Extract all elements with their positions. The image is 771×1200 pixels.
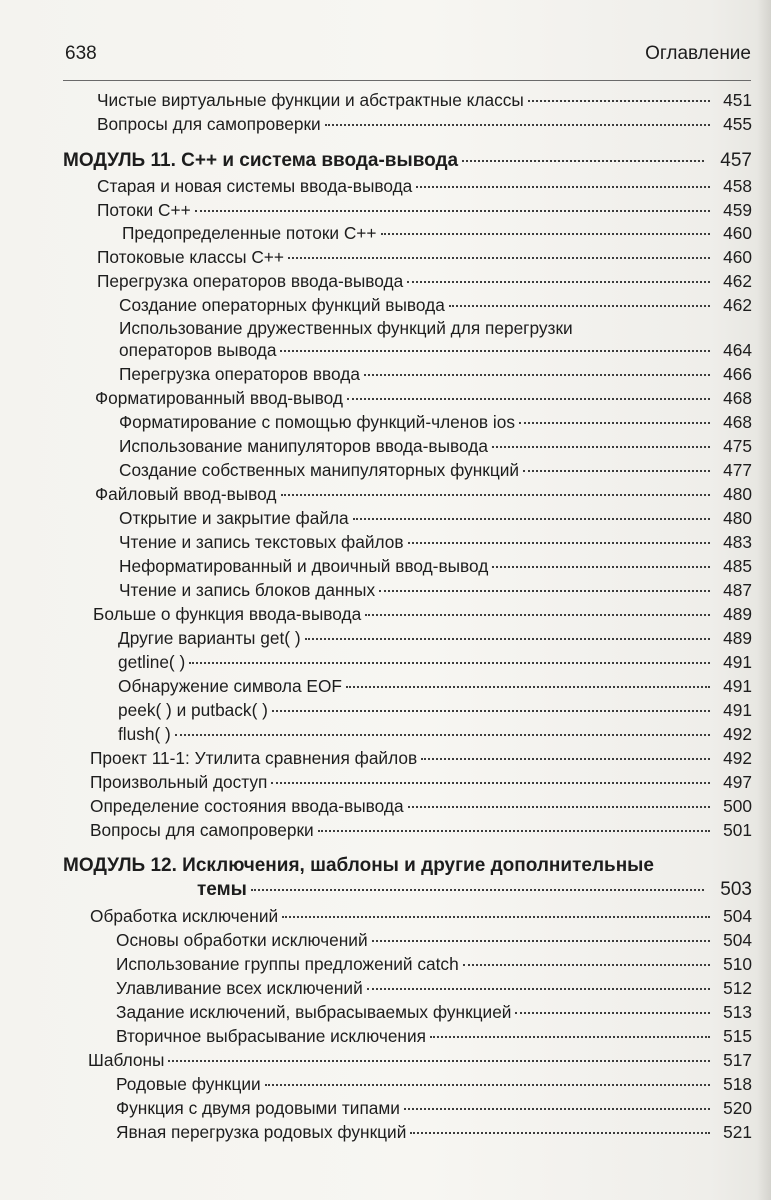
toc-entry-title: темы	[197, 879, 247, 900]
dot-leader	[195, 210, 710, 212]
dot-leader	[175, 734, 710, 736]
dot-leader	[379, 590, 710, 592]
dot-leader	[528, 100, 710, 102]
toc-entry	[118, 699, 752, 721]
dot-leader	[449, 305, 710, 307]
toc-entry-title: Шаблоны	[88, 1050, 165, 1070]
toc-entry	[118, 723, 752, 745]
dot-leader	[288, 257, 710, 259]
toc-entry-page: 491	[723, 676, 752, 696]
toc-entry	[119, 507, 752, 529]
toc-entry	[116, 977, 752, 999]
toc-entry-title: Обработка исключений	[90, 906, 279, 926]
toc-entry-page: 451	[723, 90, 752, 110]
toc-entry-title: операторов вывода	[119, 340, 277, 360]
toc-entry-title: Перегрузка операторов ввода	[119, 364, 360, 384]
toc-entry-page: 510	[723, 954, 752, 974]
toc-entry-page: 462	[723, 295, 752, 315]
toc-entry	[95, 483, 752, 505]
toc-entry-title: Функция с двумя родовыми типами	[116, 1098, 400, 1118]
page-number: 638	[65, 43, 97, 64]
toc-entry	[116, 1001, 752, 1023]
toc-entry-title: peek( ) и putback( )	[118, 700, 268, 720]
toc-entry	[88, 1049, 752, 1071]
toc-entry-title: Открытие и закрытие файла	[119, 508, 349, 528]
toc-entry-title: Обнаружение символа EOF	[118, 676, 342, 696]
toc-entry	[97, 246, 752, 268]
toc-entry-page: 491	[723, 700, 752, 720]
toc-entry	[119, 339, 752, 361]
toc-entry-title: getline( )	[118, 652, 186, 672]
toc-entry-title: Вторичное выбрасывание исключения	[116, 1026, 426, 1046]
toc-module-heading-line1: МОДУЛЬ 12. Исключения, шаблоны и другие дополнительные	[63, 855, 654, 876]
toc-entry-title: Создание операторных функций вывода	[119, 295, 445, 315]
toc-entry	[93, 603, 752, 625]
toc-entry-page: 520	[723, 1098, 752, 1118]
toc-entry-title: МОДУЛЬ 11. С++ и система ввода-вывода	[63, 150, 459, 171]
toc-entry	[116, 1121, 752, 1143]
dot-leader	[492, 566, 710, 568]
dot-leader	[346, 686, 710, 688]
dot-leader	[168, 1060, 710, 1062]
toc-entry	[119, 579, 752, 601]
dot-leader	[408, 806, 710, 808]
toc-entry-page: 462	[723, 271, 752, 291]
toc-entry-page: 518	[723, 1074, 752, 1094]
toc-entry	[90, 905, 752, 927]
dot-leader	[325, 124, 710, 126]
toc-entry-page: 492	[723, 748, 752, 768]
toc-entry-title: Явная перегрузка родовых функций	[116, 1122, 407, 1142]
dot-leader	[492, 446, 710, 448]
toc-entry	[97, 175, 752, 197]
dot-leader	[189, 662, 710, 664]
dot-leader	[265, 1084, 710, 1086]
toc-entry-page: 487	[723, 580, 752, 600]
dot-leader	[407, 281, 710, 283]
toc-entry	[97, 89, 752, 111]
toc-entry-page: 512	[723, 978, 752, 998]
dot-leader	[462, 160, 704, 162]
toc-entry-page: 480	[723, 508, 752, 528]
dot-leader	[365, 614, 710, 616]
toc-entry-title: flush( )	[118, 724, 171, 744]
toc-entry	[90, 819, 752, 841]
toc-entry-page: 492	[723, 724, 752, 744]
toc-entry	[97, 113, 752, 135]
toc-module-heading	[197, 879, 752, 901]
toc-entry-title: Файловый ввод-вывод	[95, 484, 277, 504]
dot-leader	[381, 233, 711, 235]
toc-entry	[122, 222, 752, 244]
toc-entry	[97, 199, 752, 221]
toc-entry-title: Задание исключений, выбрасываемых функцией	[116, 1002, 512, 1022]
page-edge-shadow	[757, 0, 771, 1200]
toc-entry-title: Вопросы для самопроверки	[97, 114, 321, 134]
toc-entry	[119, 459, 752, 481]
toc-entry-title: Вопросы для самопроверки	[90, 820, 314, 840]
dot-leader	[515, 1012, 710, 1014]
toc-entry-page: 504	[723, 906, 752, 926]
dot-leader	[416, 186, 710, 188]
toc-entry	[90, 747, 752, 769]
toc-entry-title: Форматированный ввод-вывод	[95, 388, 343, 408]
dot-leader	[280, 350, 710, 352]
toc-entry-title: Перегрузка операторов ввода-вывода	[97, 271, 404, 291]
running-title: Оглавление	[645, 43, 751, 64]
toc-entry	[90, 771, 752, 793]
toc-entry-title: Произвольный доступ	[90, 772, 268, 792]
dot-leader	[519, 422, 710, 424]
dot-leader	[372, 940, 710, 942]
toc-entry-title: Потоковые классы С++	[97, 247, 284, 267]
page-header	[63, 40, 751, 81]
toc-entry-page: 477	[723, 460, 752, 480]
toc-entry-title: Улавливание всех исключений	[116, 978, 363, 998]
dot-leader	[251, 889, 704, 891]
dot-leader	[408, 542, 710, 544]
toc-entry-page: 466	[723, 364, 752, 384]
toc-entry-page: 491	[723, 652, 752, 672]
toc-entry	[118, 651, 752, 673]
toc-entry-page: 483	[723, 532, 752, 552]
toc-entry-page: 489	[723, 628, 752, 648]
toc-entry-title: Использование группы предложений catch	[116, 954, 459, 974]
toc-entry-page: 501	[723, 820, 752, 840]
toc-entry	[116, 953, 752, 975]
dot-leader	[404, 1108, 710, 1110]
toc-entry-page: 468	[723, 388, 752, 408]
toc-entry	[119, 435, 752, 457]
toc-entry	[116, 1097, 752, 1119]
toc-entry-page: 521	[723, 1122, 752, 1142]
toc-entry-title: Определение состояния ввода-вывода	[90, 796, 404, 816]
toc-entry-title: Неформатированный и двоичный ввод-вывод	[119, 556, 489, 576]
dot-leader	[523, 470, 710, 472]
toc-entry	[118, 675, 752, 697]
toc-entry-title: Основы обработки исключений	[116, 930, 368, 950]
toc-entry-title: Чистые виртуальные функции и абстрактные классы	[97, 90, 524, 110]
toc-entry-page: 455	[723, 114, 752, 134]
toc-entry-title: Старая и новая системы ввода-вывода	[97, 176, 413, 196]
toc-entry-title: Больше о функция ввода-вывода	[93, 604, 362, 624]
toc-entry-page: 504	[723, 930, 752, 950]
toc-entry-title: Чтение и запись блоков данных	[119, 580, 376, 600]
dot-leader	[281, 494, 711, 496]
toc-entry	[118, 627, 752, 649]
toc-entry	[116, 929, 752, 951]
toc-entry	[116, 1025, 752, 1047]
toc-module-heading	[63, 150, 752, 172]
toc-entry	[119, 555, 752, 577]
toc-entry-title: Родовые функции	[116, 1074, 261, 1094]
toc-entry-page: 497	[723, 772, 752, 792]
toc-entry	[97, 270, 752, 292]
toc-entry-page: 489	[723, 604, 752, 624]
toc-entry	[116, 1073, 752, 1095]
toc-entry-page: 458	[723, 176, 752, 196]
toc-entry	[119, 294, 752, 316]
dot-leader	[367, 988, 710, 990]
dot-leader	[410, 1132, 710, 1134]
dot-leader	[318, 830, 710, 832]
toc-entry-page: 485	[723, 556, 752, 576]
dot-leader	[272, 710, 710, 712]
toc-entry-title: Другие варианты get( )	[118, 628, 301, 648]
toc-entry-title: Проект 11-1: Утилита сравнения файлов	[90, 748, 418, 768]
dot-leader	[305, 638, 710, 640]
toc-entry-page: 460	[723, 247, 752, 267]
toc-entry-page: 515	[723, 1026, 752, 1046]
toc-entry-page: 513	[723, 1002, 752, 1022]
toc-entry-title: Чтение и запись текстовых файлов	[119, 532, 404, 552]
toc-entry-title-line1: Использование дружественных функций для перегрузки	[119, 318, 573, 338]
toc-entry-title: Форматирование с помощью функций-членов ios	[119, 412, 516, 432]
toc-entry	[119, 411, 752, 433]
toc-entry-title: Использование манипуляторов ввода-вывода	[119, 436, 488, 456]
toc-entry-page: 503	[720, 879, 752, 900]
dot-leader	[364, 374, 710, 376]
dot-leader	[347, 398, 710, 400]
toc-entry-page: 480	[723, 484, 752, 504]
toc-entry-title: Предопределенные потоки С++	[122, 223, 377, 243]
dot-leader	[430, 1036, 710, 1038]
toc-entry	[119, 531, 752, 553]
toc-entry-page: 464	[723, 340, 752, 360]
dot-leader	[271, 782, 710, 784]
toc-entry-page: 460	[723, 223, 752, 243]
dot-leader	[463, 964, 710, 966]
toc-entry-title: Потоки С++	[97, 200, 191, 220]
toc-entry-page: 500	[723, 796, 752, 816]
dot-leader	[421, 758, 710, 760]
dot-leader	[353, 518, 710, 520]
toc-entry-page: 457	[720, 150, 752, 171]
toc-entry	[95, 387, 752, 409]
toc-entry	[90, 795, 752, 817]
toc-entry	[119, 363, 752, 385]
toc-entry-page: 475	[723, 436, 752, 456]
toc-entry-page: 459	[723, 200, 752, 220]
toc-entry-title: Создание собственных манипуляторных функций	[119, 460, 520, 480]
toc-entry-page: 468	[723, 412, 752, 432]
dot-leader	[282, 916, 710, 918]
toc-entry-page: 517	[723, 1050, 752, 1070]
